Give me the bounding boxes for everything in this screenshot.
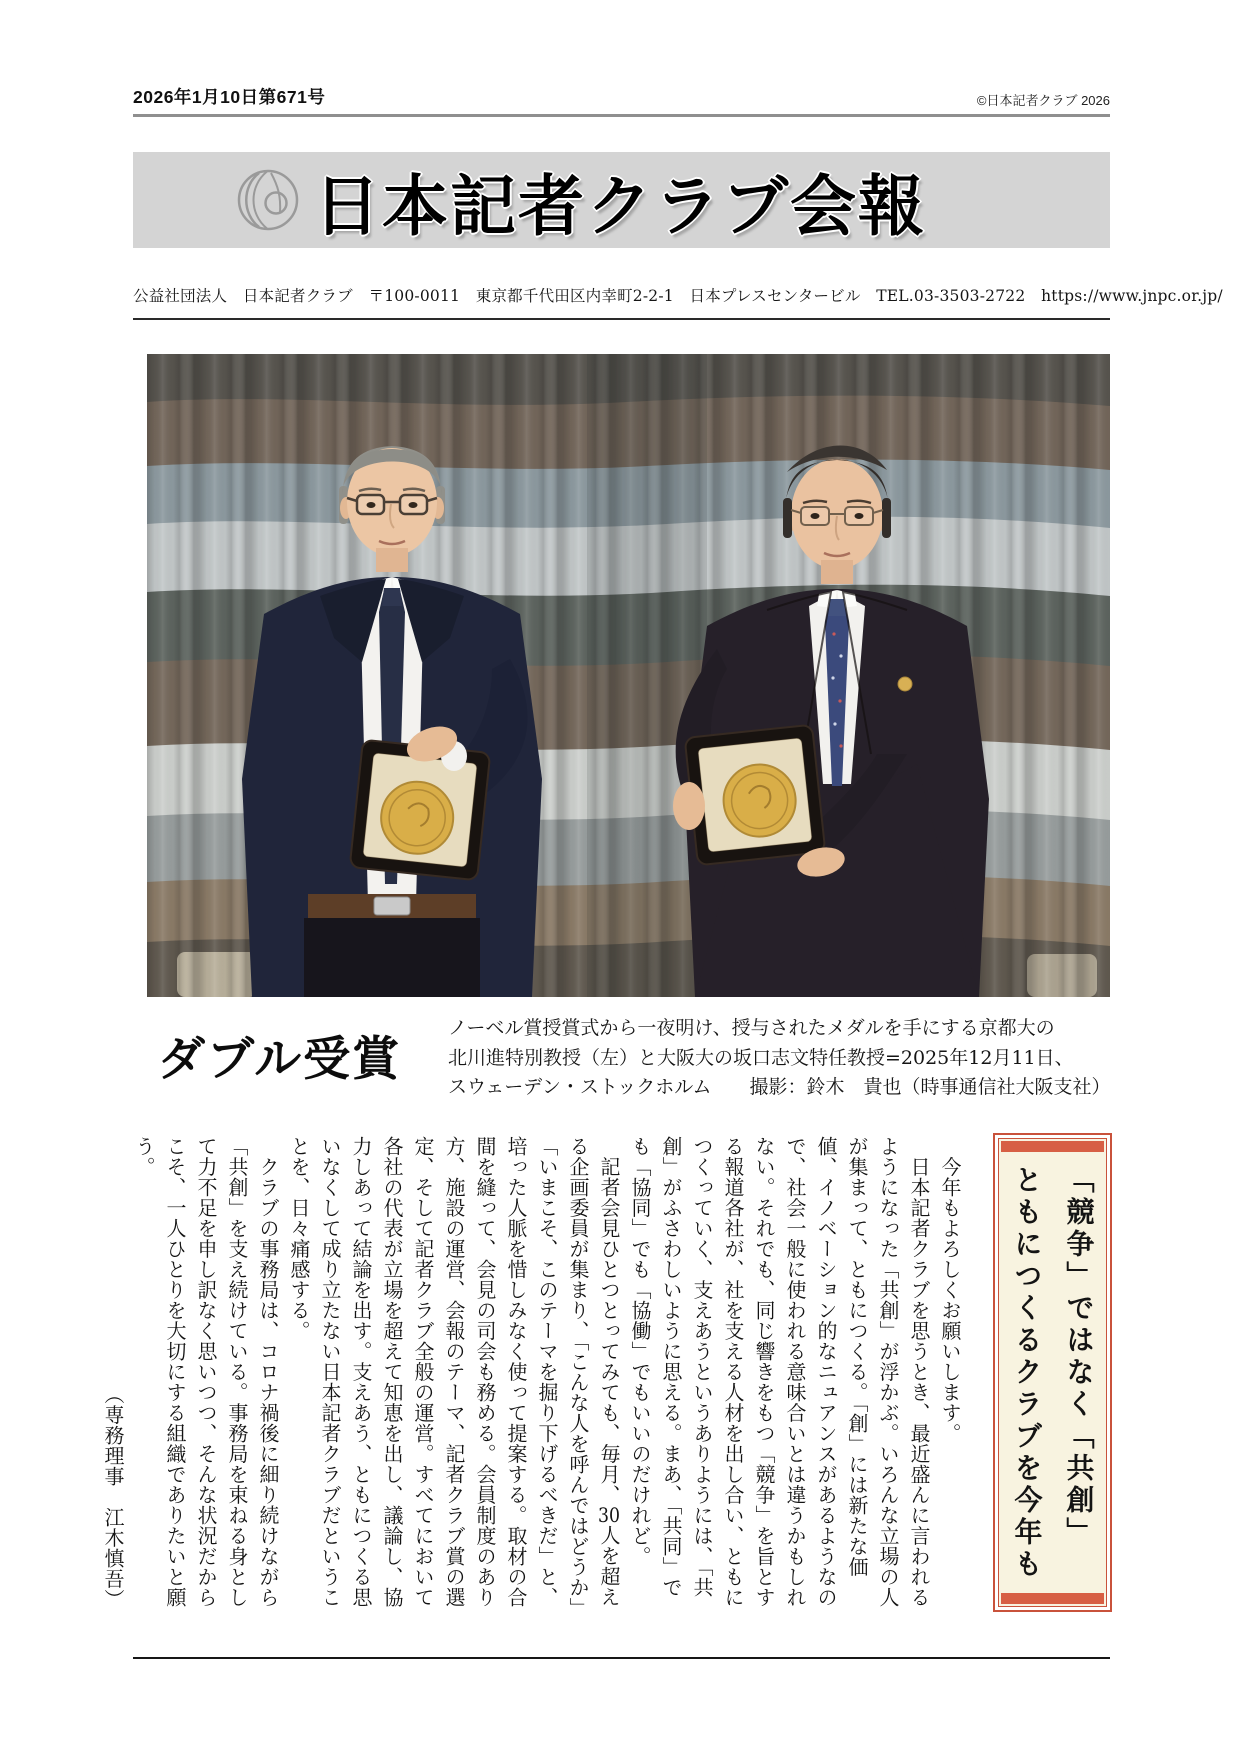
publisher-address-line: 公益社団法人 日本記者クラブ 〒100-0011 東京都千代田区内幸町2-2-1 日本プレスセンタービル TEL.03-3503-2722 https://www.jnpc.or.jp/ xyxy=(133,287,1223,305)
address-rule xyxy=(133,318,1110,320)
article-headline-line: ともにつくるクラブを今年も xyxy=(1010,1164,1044,1581)
issue-date: 2026年1月10日第671号 xyxy=(133,87,326,107)
footer-rule xyxy=(133,1657,1110,1659)
gold-lapel-pin xyxy=(898,677,912,691)
photo-illustration xyxy=(147,354,1110,997)
newsletter-title: 日本記者クラブ会報 xyxy=(314,166,926,245)
photo-caption-headline: ダブル受賞 xyxy=(158,1032,402,1087)
medal-case-right xyxy=(685,725,826,866)
article-paragraph: 記者会見ひとつとってみても、毎月、30人を超える企画委員が集まり、「こんな人を呼んではどうか」「いまこそ、このテーマを掘り下げるべきだ」と、培った人脈を惜しみなく使って提案する。取材の合間を縫って、会見の司会も務める。会員制度のあり方、施設の運営、会報のテーマ、記者クラブ賞の選定、そして記者クラブ全般の運営。すべてにおいて各社の代表が立場を超えて知恵を出し、議論し、協力しあって結論を出す。支えあう、ともにつくる思いなくして成り立たない日本記者クラブだということを、日々痛感する。 xyxy=(287,1136,621,1608)
belt-buckle xyxy=(374,897,410,915)
masthead-banner xyxy=(133,152,1110,248)
laureates-photo xyxy=(147,354,1110,997)
article-paragraph: 日本記者クラブを思うとき、最近盛んに言われるようになった「共創」が浮かぶ。いろんな立場の人が集まって、ともにつくる。「創」には新たな価値、イノベーション的なニュアンスがあるようなので、社会一般に使われる意味合いとは違うかもしれない。それでも、同じ響きをもつ「競争」を旨とする報道各社が、社を支える人材を出し合い、ともにつくっていく、支えあうというありようには、「共創」がふさわしいように思える。まあ、「共同」でも「協同」でも「協働」でもいいのだけれど。 xyxy=(628,1136,931,1608)
copyright-notice: ©日本記者クラブ 2026 xyxy=(976,93,1110,108)
article-body xyxy=(101,1136,965,1609)
article-paragraph: 今年もよろしくお願いします。 xyxy=(938,1136,962,1444)
caption-line: ノーベル賞授賞式から一夜明け、授与されたメダルを手にする京都大の xyxy=(448,1017,1055,1039)
article-signature: （専務理事 江木慎吾） xyxy=(101,1383,125,1609)
article-headline-line: 「競争」ではなく「共創」 xyxy=(1062,1164,1096,1549)
caption-line: スウェーデン・ストックホルム 撮影：鈴木 貴也（時事通信社大阪支社） xyxy=(448,1076,1111,1099)
article-headline xyxy=(1001,1165,1105,1581)
article-paragraph: クラブの事務局は、コロナ禍後に細り続けながら「共創」を支え続けている。事務局を束ねる身として力不足を申し訳なく思いつつ、そんな状況だからこそ、一人ひとりを大切にする組織でありたいと願う。 xyxy=(132,1136,280,1608)
article-headline-box xyxy=(993,1133,1112,1612)
photo-caption-text xyxy=(448,1014,1148,1103)
caption-line: 北川進特別教授（左）と大阪大の坂口志文特任教授=2025年12月11日、 xyxy=(448,1046,1074,1069)
header-rule xyxy=(133,114,1110,117)
article-headline-box-inner xyxy=(998,1138,1107,1607)
jnpc-globe-logo-icon xyxy=(236,168,300,232)
